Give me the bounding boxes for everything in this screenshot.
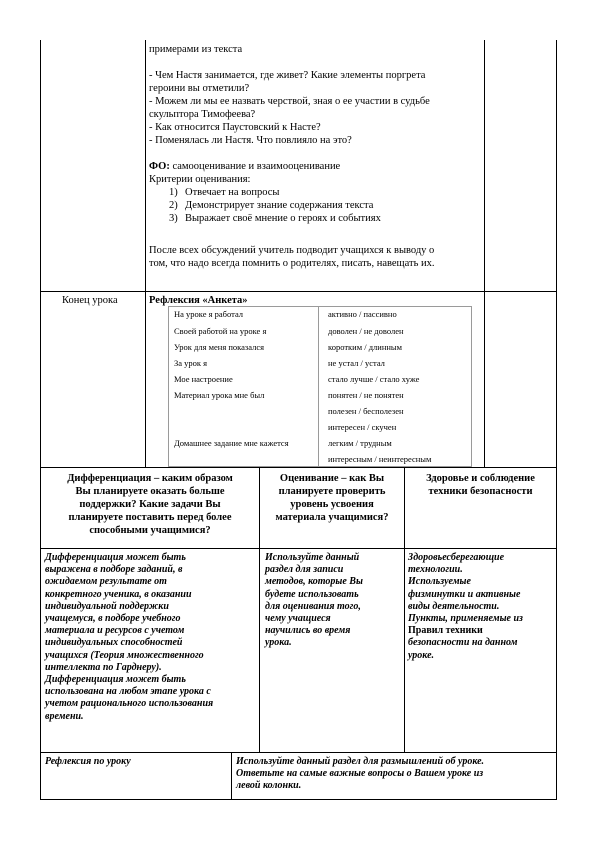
question-1: - Чем Настя занимается, где живет? Какие элементы поргрета xyxy=(149,70,426,81)
conclusion: После всех обсуждений учитель подводит учащихся к выводу о xyxy=(149,245,435,256)
anketa-question: На уроке я работал xyxy=(174,309,244,319)
row-divider xyxy=(40,467,557,468)
end-of-lesson-label: Конец урока xyxy=(62,295,118,306)
row-divider xyxy=(40,291,557,292)
anketa-question: Домашнее задание мне кажется xyxy=(174,438,289,448)
question-1-cont: героини вы отметили? xyxy=(149,83,250,94)
criteria-item: 2) Демонстрирует знание содержания текста xyxy=(169,200,374,211)
health-safety-header: Здоровье и соблюдение техники безопасности xyxy=(426,473,535,497)
question-3: - Как относится Паустовский к Насте? xyxy=(149,122,321,133)
anketa-answer: доволен / не доволен xyxy=(328,326,404,336)
differentiation-cell: Дифференциация может быть выражена в подборе заданий, в ожидаемом результате от конкретного ученика, в оказании индивидуальной поддержки учащемуся, в подборе учебного материала и ресурсов с учетом индивидуальных способностей учащихся (Теория множественного интеллекта по Гарднеру). Дифференциация может быть использована на любом этапе урока с учетом рационального использования времени. xyxy=(45,552,214,722)
conclusion-cont: том, что надо всегда помнить о родителях, писать, навещать их. xyxy=(149,258,435,269)
criteria-list xyxy=(149,186,483,225)
assessment-header: Оценивание – как Вы планируете проверить уровень усвоения материала учащимися? xyxy=(275,473,389,523)
anketa-answer: стало лучше / стало хуже xyxy=(328,374,420,384)
anketa-answer: не устал / устал xyxy=(328,358,385,368)
anketa-question: Своей работой на уроке я xyxy=(174,326,267,336)
table-border-bottom xyxy=(40,799,557,800)
differentiation-header: Дифференциация – каким образом Вы планируете оказать больше поддержки? Какие задачи Вы планируете поставить перед более способными учащимися? xyxy=(67,473,233,536)
fo-text: самооценивание и взаимооценивание xyxy=(169,161,341,172)
question-2: - Можем ли мы ее назвать черствой, зная о ее участии в судьбе xyxy=(149,96,430,107)
anketa-answer: понятен / не понятен xyxy=(328,390,404,400)
anketa-answer: легким / трудным xyxy=(328,438,392,448)
lesson-reflection-text: Используйте данный раздел для размышлений об уроке. Ответьте на самые важные вопросы о Вашем уроке из левой колонки. xyxy=(236,756,485,792)
column-divider xyxy=(484,40,485,468)
anketa-question: Мое настроение xyxy=(174,374,233,384)
health-safety-cell: Здоровьесберегающие технологии. Используемые физминутки и активные виды деятельности. Пункты, применяемые из Правил техники безопасности на данном уроке. xyxy=(408,552,523,661)
anketa-answer: активно / пассивно xyxy=(328,309,397,319)
assessment-cell: Используйте данный раздел для записи методов, которые Вы будете использовать для оценивания того, чему учащиеся научились во время урока. xyxy=(265,552,363,649)
anketa-answer: интересен / скучен xyxy=(328,422,397,432)
row-divider xyxy=(40,752,557,753)
anketa-answer: коротким / длинным xyxy=(328,342,403,352)
column-divider xyxy=(231,752,232,800)
table-border-right xyxy=(556,40,557,800)
anketa-question: За урок я xyxy=(174,358,208,368)
criteria-item: 1) Отвечает на вопросы xyxy=(169,187,280,198)
column-divider xyxy=(145,40,146,468)
anketa-answer: интересным / неинтересным xyxy=(328,454,432,464)
column-divider xyxy=(259,467,260,753)
criteria-item: 3) Выражает своё мнение о героях и событиях xyxy=(169,213,381,224)
column-divider xyxy=(404,467,405,753)
question-4: - Поменялась ли Настя. Что повлияло на это? xyxy=(149,135,352,146)
anketa-question: Урок для меня показался xyxy=(174,342,265,352)
lesson-activity-text xyxy=(149,43,483,270)
row-divider xyxy=(40,548,557,549)
table-border-left xyxy=(40,40,41,800)
criteria-title: Критерии оценивания: xyxy=(149,174,251,185)
reflection-title: Рефлексия «Анкета» xyxy=(149,295,248,306)
lesson-reflection-label: Рефлексия по уроку xyxy=(45,756,131,767)
fo-line xyxy=(149,160,483,173)
fo-label: ФО: xyxy=(149,161,170,172)
text-line: примерами из текста xyxy=(149,44,243,55)
anketa-question: Материал урока мне был xyxy=(174,390,265,400)
question-2-cont: скульптора Тимофеева? xyxy=(149,109,256,120)
anketa-answer: полезен / бесполезен xyxy=(328,406,404,416)
